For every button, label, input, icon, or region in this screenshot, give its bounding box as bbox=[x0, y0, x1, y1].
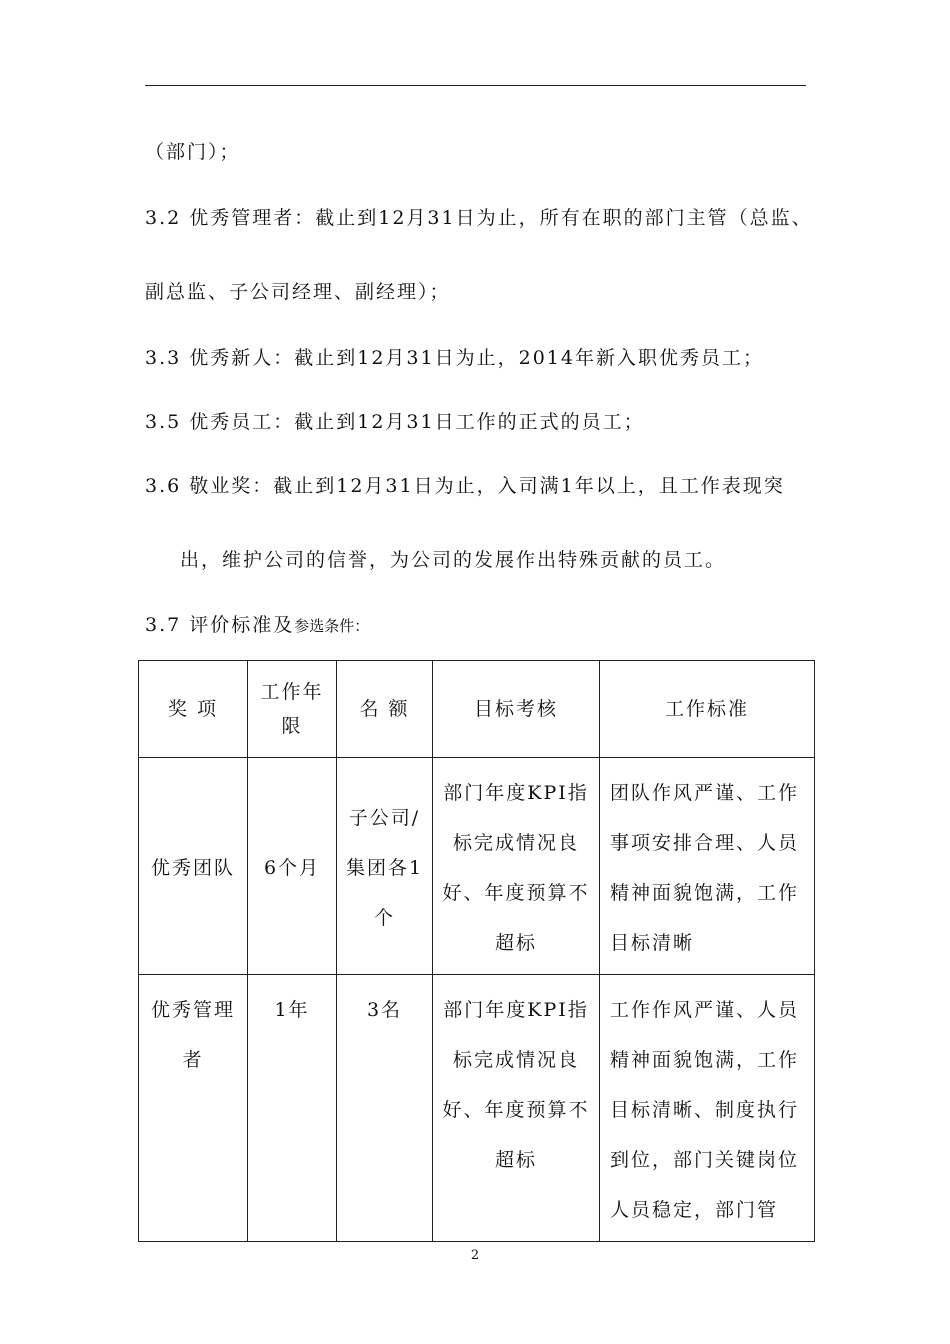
criteria-table bbox=[138, 660, 815, 1242]
paragraph-3-5: 3.5 优秀员工：截止到12月31日工作的正式的员工； bbox=[145, 411, 645, 433]
header-award: 奖 项 bbox=[139, 661, 248, 758]
paragraph-3-6-cont: 出，维护公司的信誉，为公司的发展作出特殊贡献的员工。 bbox=[180, 549, 727, 571]
cell-standard: 团队作风严谨、工作事项安排合理、人员精神面貌饱满，工作目标清晰 bbox=[600, 758, 815, 975]
paragraph-3-2: 3.2 优秀管理者：截止到12月31日为止，所有在职的部门主管（总监、 bbox=[145, 207, 813, 229]
cell-years: 6个月 bbox=[248, 758, 337, 975]
cell-quota: 3名 bbox=[337, 975, 433, 1242]
paragraph-3-3: 3.3 优秀新人：截止到12月31日为止，2014年新入职优秀员工； bbox=[145, 347, 764, 369]
table-row bbox=[139, 975, 815, 1242]
header-years: 工作年限 bbox=[248, 661, 337, 758]
cell-target: 部门年度KPI指标完成情况良好、年度预算不超标 bbox=[433, 758, 600, 975]
paragraph-3-6: 3.6 敬业奖：截止到12月31日为止，入司满1年以上，且工作表现突 bbox=[145, 475, 785, 497]
cell-years: 1年 bbox=[248, 975, 337, 1242]
table-header-row bbox=[139, 661, 815, 758]
cell-award: 优秀管理者 bbox=[139, 975, 248, 1242]
cell-quota: 子公司/集团各1个 bbox=[337, 758, 433, 975]
page-number: 2 bbox=[470, 1248, 480, 1263]
cell-target: 部门年度KPI指标完成情况良好、年度预算不超标 bbox=[433, 975, 600, 1242]
paragraph-dept: （部门）； bbox=[145, 141, 241, 163]
cell-standard: 工作作风严谨、人员精神面貌饱满，工作目标清晰、制度执行到位，部门关键岗位人员稳定，部门管 bbox=[600, 975, 815, 1242]
paragraph-3-7-main: 3.7 评价标准及 bbox=[145, 614, 295, 636]
paragraph-3-2-cont: 副总监、子公司经理、副经理）； bbox=[145, 281, 451, 303]
cell-award: 优秀团队 bbox=[139, 758, 248, 975]
paragraph-3-7-small: 参选条件： bbox=[294, 617, 370, 635]
header-standard: 工作标准 bbox=[600, 661, 815, 758]
table-row bbox=[139, 758, 815, 975]
header-rule bbox=[145, 85, 806, 86]
header-target: 目标考核 bbox=[433, 661, 600, 758]
paragraph-3-7 bbox=[145, 610, 369, 637]
header-quota: 名 额 bbox=[337, 661, 433, 758]
